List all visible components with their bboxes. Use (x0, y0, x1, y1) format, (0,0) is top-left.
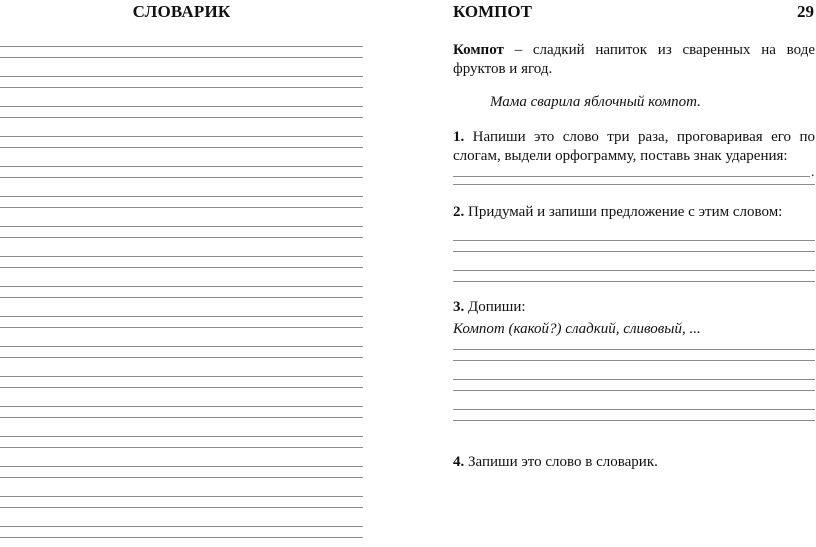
writing-line[interactable] (0, 537, 363, 538)
task-3-number: 3. (453, 299, 465, 315)
writing-line[interactable] (0, 57, 363, 58)
example-sentence: Мама сварила яблочный компот. (490, 94, 701, 110)
writing-line[interactable] (0, 256, 363, 257)
task-3-text: Допиши: (464, 299, 526, 315)
page-number: 29 (797, 2, 814, 21)
task-1 (453, 128, 815, 166)
answer-line[interactable] (453, 409, 815, 410)
writing-line[interactable] (0, 237, 363, 238)
task-3-prompt: Компот (какой?) сладкий, сливовый, ... (453, 321, 701, 337)
task-1-number: 1. (453, 129, 465, 145)
definition-text: – сладкий напиток из сваренных на воде фруктов и ягод. (453, 42, 815, 77)
answer-line[interactable] (453, 176, 810, 177)
answer-line[interactable] (453, 270, 815, 271)
writing-line[interactable] (0, 267, 363, 268)
writing-line[interactable] (0, 207, 363, 208)
writing-line[interactable] (0, 507, 363, 508)
answer-line[interactable] (453, 360, 815, 361)
writing-line[interactable] (0, 436, 363, 437)
writing-line[interactable] (0, 376, 363, 377)
writing-line[interactable] (0, 106, 363, 107)
task-2-number: 2. (453, 204, 465, 220)
writing-line[interactable] (0, 76, 363, 77)
word-definition (453, 41, 815, 79)
writing-line[interactable] (0, 357, 363, 358)
definition-term: Компот (453, 42, 504, 58)
task-4 (453, 453, 815, 472)
writing-line[interactable] (0, 226, 363, 227)
task-4-number: 4. (453, 454, 465, 470)
task-1-end-mark: . (811, 165, 815, 180)
answer-line[interactable] (453, 281, 815, 282)
writing-line[interactable] (0, 526, 363, 527)
writing-line[interactable] (0, 166, 363, 167)
answer-line[interactable] (453, 349, 815, 350)
task-3 (453, 298, 815, 317)
answer-line[interactable] (453, 240, 815, 241)
answer-line[interactable] (453, 379, 815, 380)
writing-line[interactable] (0, 196, 363, 197)
writing-line[interactable] (0, 117, 363, 118)
writing-line[interactable] (0, 387, 363, 388)
writing-line[interactable] (0, 466, 363, 467)
writing-line[interactable] (0, 286, 363, 287)
writing-line[interactable] (0, 477, 363, 478)
task-1-text: Напиши это слово три раза, проговаривая его по слогам, выдели орфограмму, поставь знак ударения: (453, 129, 815, 164)
writing-line[interactable] (0, 406, 363, 407)
writing-line[interactable] (0, 327, 363, 328)
answer-line[interactable] (453, 420, 815, 421)
writing-line[interactable] (0, 496, 363, 497)
word-title: КОМПОТ (453, 2, 532, 21)
writing-line[interactable] (0, 316, 363, 317)
writing-line[interactable] (0, 147, 363, 148)
task-2 (453, 203, 815, 222)
writing-line[interactable] (0, 297, 363, 298)
writing-line[interactable] (0, 136, 363, 137)
writing-line[interactable] (0, 346, 363, 347)
writing-line[interactable] (0, 87, 363, 88)
answer-line[interactable] (453, 184, 815, 185)
task-4-text: Запиши это слово в словарик. (464, 454, 658, 470)
writing-line[interactable] (0, 46, 363, 47)
answer-line[interactable] (453, 390, 815, 391)
task-2-text: Придумай и запиши предложение с этим словом: (464, 204, 783, 220)
left-page-title: СЛОВАРИК (132, 2, 231, 21)
writing-line[interactable] (0, 177, 363, 178)
answer-line[interactable] (453, 251, 815, 252)
writing-line[interactable] (0, 447, 363, 448)
writing-line[interactable] (0, 417, 363, 418)
